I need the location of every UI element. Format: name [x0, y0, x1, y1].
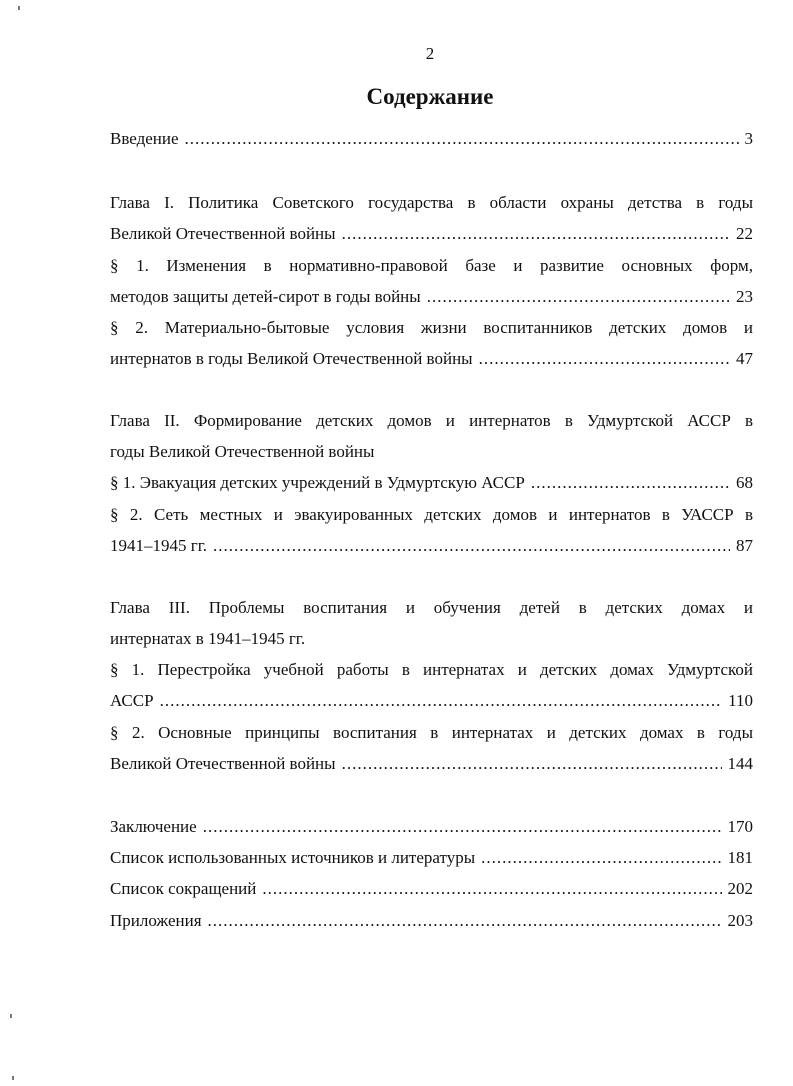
dot-leader — [213, 536, 730, 556]
toc-chapter-1-heading-end — [110, 224, 753, 244]
toc-entry-page: 170 — [727, 817, 753, 836]
toc-chapter-3-section-2: § 2. Основные принципы воспитания в интернатах и детских домах в годы — [110, 723, 753, 742]
toc-entry-page: 68 — [736, 473, 753, 492]
toc-chapter-1-heading: Глава I. Политика Советского государства в области охраны детства в годы — [110, 193, 753, 212]
toc-chapter-3-heading-end: интернатах в 1941–1945 гг. — [110, 629, 306, 648]
toc-chapter-2-section-2: § 2. Сеть местных и эвакуированных детских домов и интернатов в УАССР в — [110, 505, 753, 524]
toc-entry-text: методов защиты детей-сирот в годы войны — [110, 287, 421, 306]
dot-leader — [427, 287, 730, 307]
toc-chapter-2-section-2-end — [110, 536, 753, 556]
toc-entry-text: § 1. Эвакуация детских учреждений в Удмуртскую АССР — [110, 473, 525, 492]
scan-mark — [10, 1014, 12, 1018]
dot-leader — [342, 224, 730, 244]
scan-mark — [12, 1076, 14, 1080]
toc-entry-intro — [110, 129, 753, 149]
page-title: Содержание — [366, 84, 494, 109]
dot-leader — [479, 349, 730, 369]
dot-leader — [160, 691, 723, 711]
toc-entry-text: Заключение — [110, 817, 197, 836]
toc-chapter-1-section-1: § 1. Изменения в нормативно-правовой базе и развитие основных форм, — [110, 256, 753, 275]
toc-entry-text: Список использованных источников и литературы — [110, 848, 476, 867]
toc-entry-conclusion — [110, 817, 753, 837]
toc-entry-text: Приложения — [110, 911, 202, 930]
toc-chapter-1-section-1-end — [110, 287, 753, 307]
toc-chapter-1-section-2: § 2. Материально-бытовые условия жизни воспитанников детских домов и — [110, 318, 753, 337]
scan-mark — [18, 6, 20, 10]
toc-entry-page: 181 — [727, 848, 753, 867]
toc-entry-page: 144 — [727, 754, 753, 773]
toc-entry-appendices — [110, 911, 753, 931]
toc-entry-page: 87 — [736, 536, 753, 555]
dot-leader — [208, 911, 722, 931]
toc-entry-page: 3 — [744, 129, 753, 148]
toc-entry-abbreviations — [110, 879, 753, 899]
dot-leader — [203, 817, 722, 837]
toc-entry-text: 1941–1945 гг. — [110, 536, 208, 555]
toc-chapter-2-heading: Глава II. Формирование детских домов и интернатов в Удмуртской АССР в — [110, 411, 753, 430]
toc-entry-page: 110 — [728, 691, 753, 710]
page-number: 2 — [425, 44, 435, 63]
toc-entry-text: интернатов в годы Великой Отечественной войны — [110, 349, 473, 368]
toc-entry-text: АССР — [110, 691, 154, 710]
toc-entry-text: Список сокращений — [110, 879, 257, 898]
toc-entry-page: 203 — [727, 911, 753, 930]
dot-leader — [185, 129, 739, 149]
toc-chapter-2-heading-end: годы Великой Отечественной войны — [110, 442, 375, 461]
dot-leader — [531, 473, 730, 493]
dot-leader — [481, 848, 721, 868]
dot-leader — [262, 879, 721, 899]
toc-chapter-3-heading: Глава III. Проблемы воспитания и обучения детей в детских домах и — [110, 598, 753, 617]
dot-leader — [342, 754, 722, 774]
toc-entry-text: Великой Отечественной войны — [110, 754, 336, 773]
toc-entry-text: Великой Отечественной войны — [110, 224, 336, 243]
toc-chapter-3-section-2-end — [110, 754, 753, 774]
toc-entry-page: 47 — [736, 349, 753, 368]
toc-chapter-1-section-2-end — [110, 349, 753, 369]
toc-entry-sources — [110, 848, 753, 868]
toc-chapter-3-section-1-end — [110, 691, 753, 711]
toc-entry-text: Введение — [110, 129, 179, 148]
toc-chapter-2-section-1 — [110, 473, 753, 493]
toc-entry-page: 23 — [736, 287, 753, 306]
toc-entry-page: 22 — [736, 224, 753, 243]
toc-entry-page: 202 — [727, 879, 753, 898]
toc-chapter-3-section-1: § 1. Перестройка учебной работы в интернатах и детских домах Удмуртской — [110, 660, 753, 679]
